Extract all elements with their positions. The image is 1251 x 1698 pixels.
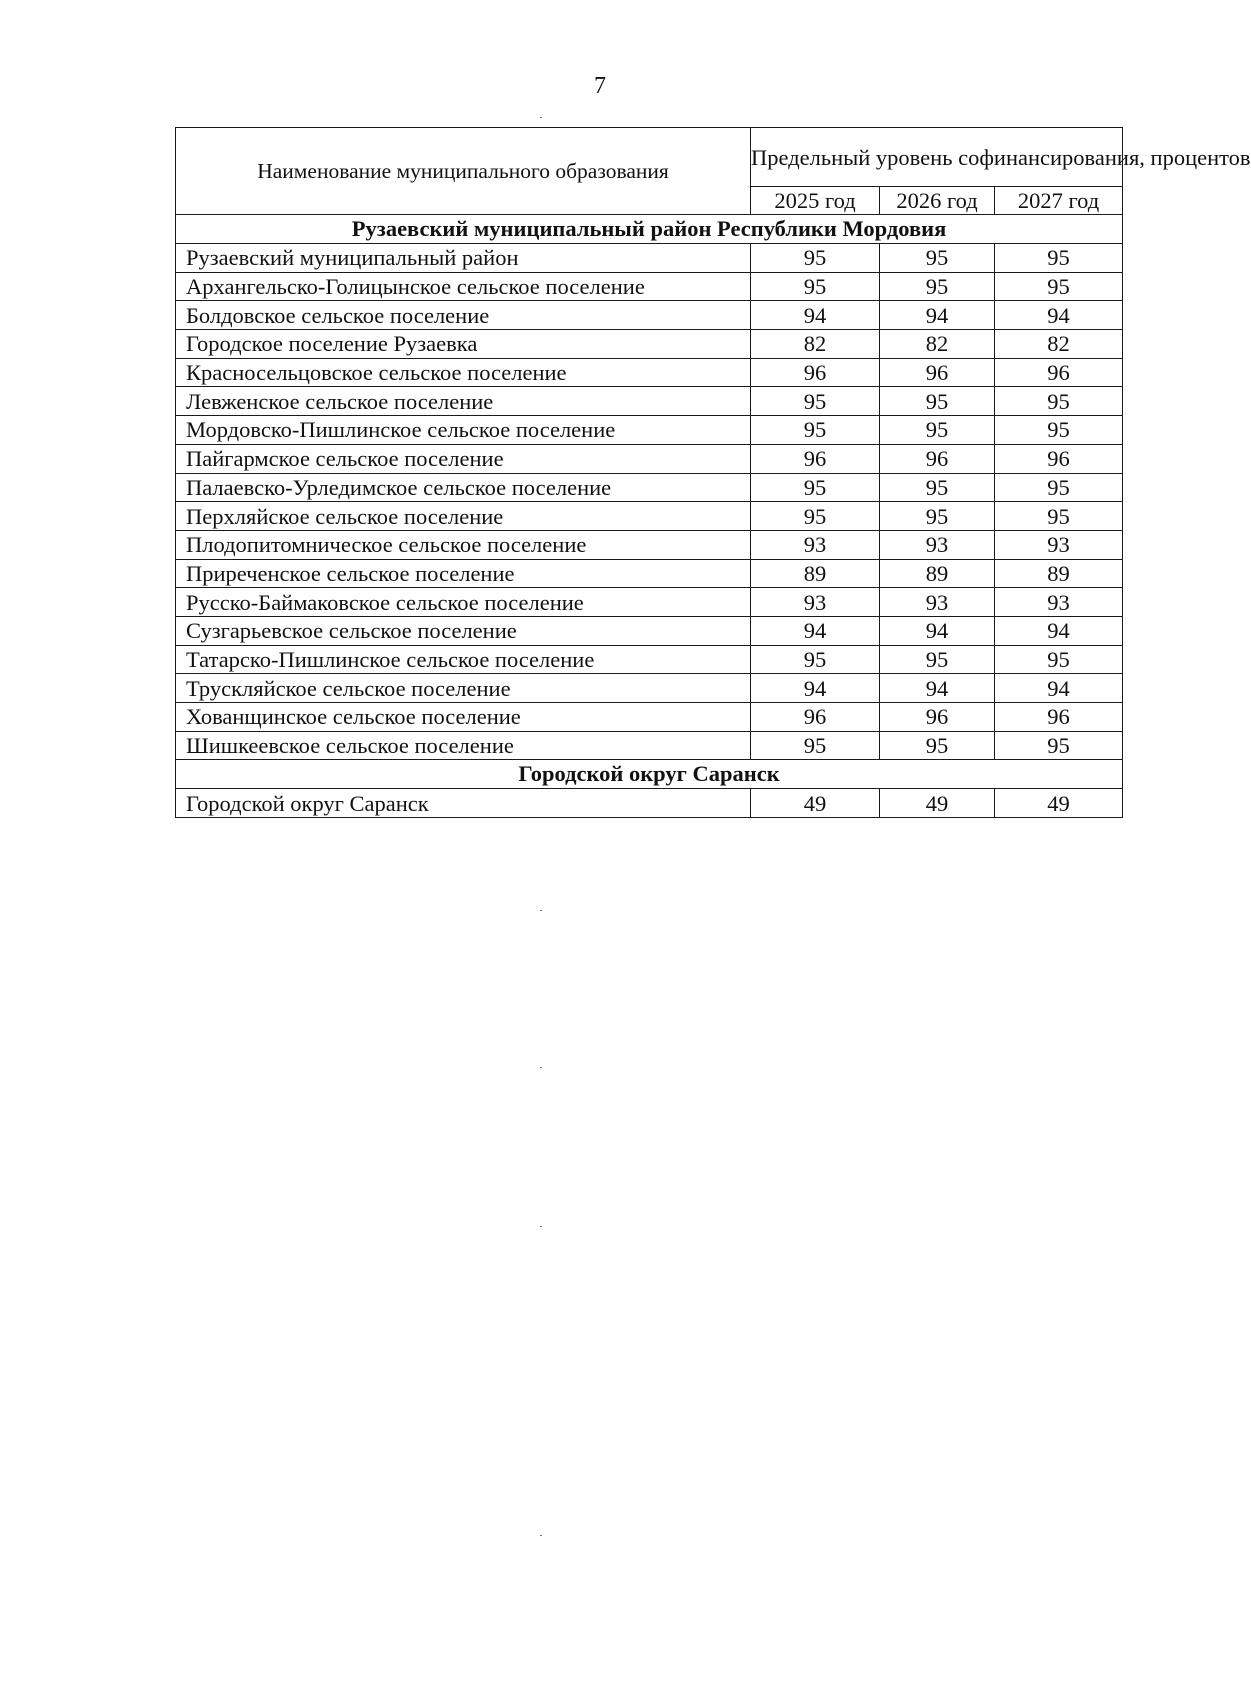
cofinancing-value-2026: 82 [880,330,995,359]
municipality-name: Городское поселение Рузаевка [176,330,751,359]
cofinancing-value-2026: 95 [880,272,995,301]
municipality-name: Русско-Баймаковское сельское поселение [176,588,751,617]
cofinancing-value-2025: 95 [751,387,880,416]
table-row [176,502,1123,531]
cofinancing-value-2025: 95 [751,244,880,273]
municipality-name: Хованщинское сельское поселение [176,703,751,732]
cofinancing-value-2027: 96 [995,444,1123,473]
cofinancing-value-2027: 95 [995,244,1123,273]
cofinancing-value-2025: 94 [751,616,880,645]
cofinancing-value-2025: 95 [751,645,880,674]
table-row [176,789,1123,818]
section-row [176,215,1123,244]
municipality-name: Сузгарьевское сельское поселение [176,616,751,645]
header-name-column: Наименование муниципального образования [176,128,751,215]
municipality-name: Пайгармское сельское поселение [176,444,751,473]
table-row [176,387,1123,416]
table-row [176,703,1123,732]
cofinancing-value-2027: 94 [995,616,1123,645]
table-body [176,215,1123,818]
municipality-name: Мордовско-Пишлинское сельское поселение [176,416,751,445]
cofinancing-value-2026: 93 [880,530,995,559]
cofinancing-value-2027: 95 [995,473,1123,502]
table-row [176,645,1123,674]
scan-speck [540,1067,542,1068]
cofinancing-value-2026: 95 [880,387,995,416]
cofinancing-value-2027: 95 [995,416,1123,445]
page-number: 7 [594,73,606,99]
cofinancing-value-2025: 49 [751,789,880,818]
cofinancing-value-2027: 49 [995,789,1123,818]
table-row [176,272,1123,301]
municipality-name: Левженское сельское поселение [176,387,751,416]
municipality-name: Красносельцовское сельское поселение [176,358,751,387]
cofinancing-value-2025: 96 [751,358,880,387]
municipality-name: Перхляйское сельское поселение [176,502,751,531]
cofinancing-value-2026: 96 [880,358,995,387]
municipality-name: Приреченское сельское поселение [176,559,751,588]
municipality-name: Плодопитомническое сельское поселение [176,530,751,559]
table-row [176,530,1123,559]
cofinancing-table [175,127,1251,818]
municipality-name: Архангельско-Голицынское сельское поселение [176,272,751,301]
header-cofinancing-group: Предельный уровень софинансирования, процентов [751,128,1123,187]
cofinancing-value-2026: 95 [880,502,995,531]
cofinancing-value-2025: 95 [751,731,880,760]
cofinancing-value-2026: 94 [880,616,995,645]
scan-speck [540,1535,542,1536]
cofinancing-value-2025: 82 [751,330,880,359]
cofinancing-value-2027: 93 [995,530,1123,559]
cofinancing-value-2026: 95 [880,416,995,445]
municipality-name: Городской округ Саранск [176,789,751,818]
scan-speck [540,910,542,911]
municipality-name: Палаевско-Урледимское сельское поселение [176,473,751,502]
cofinancing-value-2026: 94 [880,301,995,330]
cofinancing-value-2027: 95 [995,272,1123,301]
table-row [176,358,1123,387]
table-row [176,559,1123,588]
cofinancing-value-2026: 95 [880,731,995,760]
cofinancing-value-2025: 93 [751,530,880,559]
cofinancing-value-2027: 93 [995,588,1123,617]
cofinancing-value-2027: 82 [995,330,1123,359]
cofinancing-value-2025: 89 [751,559,880,588]
cofinancing-value-2026: 96 [880,703,995,732]
header-year-2025: 2025 год [751,187,880,215]
table-row [176,588,1123,617]
cofinancing-value-2025: 94 [751,301,880,330]
table-row [176,674,1123,703]
cofinancing-value-2025: 96 [751,703,880,732]
cofinancing-value-2025: 95 [751,416,880,445]
cofinancing-value-2027: 95 [995,502,1123,531]
table-row [176,416,1123,445]
cofinancing-value-2026: 93 [880,588,995,617]
cofinancing-value-2025: 96 [751,444,880,473]
cofinancing-value-2026: 94 [880,674,995,703]
cofinancing-value-2027: 96 [995,358,1123,387]
table-row [176,330,1123,359]
table-row [176,616,1123,645]
cofinancing-value-2027: 95 [995,731,1123,760]
cofinancing-value-2025: 95 [751,502,880,531]
cofinancing-value-2025: 93 [751,588,880,617]
municipality-name: Болдовское сельское поселение [176,301,751,330]
table-row [176,473,1123,502]
cofinancing-value-2027: 94 [995,674,1123,703]
cofinancing-value-2025: 95 [751,473,880,502]
cofinancing-value-2027: 95 [995,387,1123,416]
cofinancing-value-2026: 89 [880,559,995,588]
header-year-2027: 2027 год [995,187,1123,215]
cofinancing-value-2026: 95 [880,645,995,674]
cofinancing-value-2027: 89 [995,559,1123,588]
scan-speck [540,1226,542,1227]
municipality-name: Шишкеевское сельское поселение [176,731,751,760]
cofinancing-value-2027: 95 [995,645,1123,674]
scan-speck [540,117,542,118]
cofinancing-value-2026: 96 [880,444,995,473]
municipality-name: Рузаевский муниципальный район [176,244,751,273]
section-title: Рузаевский муниципальный район Республики Мордовия [176,215,1123,244]
section-title: Городской округ Саранск [176,760,1123,789]
section-row [176,760,1123,789]
cofinancing-value-2027: 96 [995,703,1123,732]
table-row [176,301,1123,330]
header-year-2026: 2026 год [880,187,995,215]
cofinancing-value-2025: 95 [751,272,880,301]
cofinancing-value-2027: 94 [995,301,1123,330]
municipality-name: Трускляйское сельское поселение [176,674,751,703]
cofinancing-value-2025: 94 [751,674,880,703]
header-row-top [176,128,1123,187]
cofinancing-value-2026: 49 [880,789,995,818]
cofinancing-value-2026: 95 [880,244,995,273]
municipality-name: Татарско-Пишлинское сельское поселение [176,645,751,674]
table-row [176,444,1123,473]
table-row [176,731,1123,760]
table-row [176,244,1123,273]
cofinancing-value-2026: 95 [880,473,995,502]
